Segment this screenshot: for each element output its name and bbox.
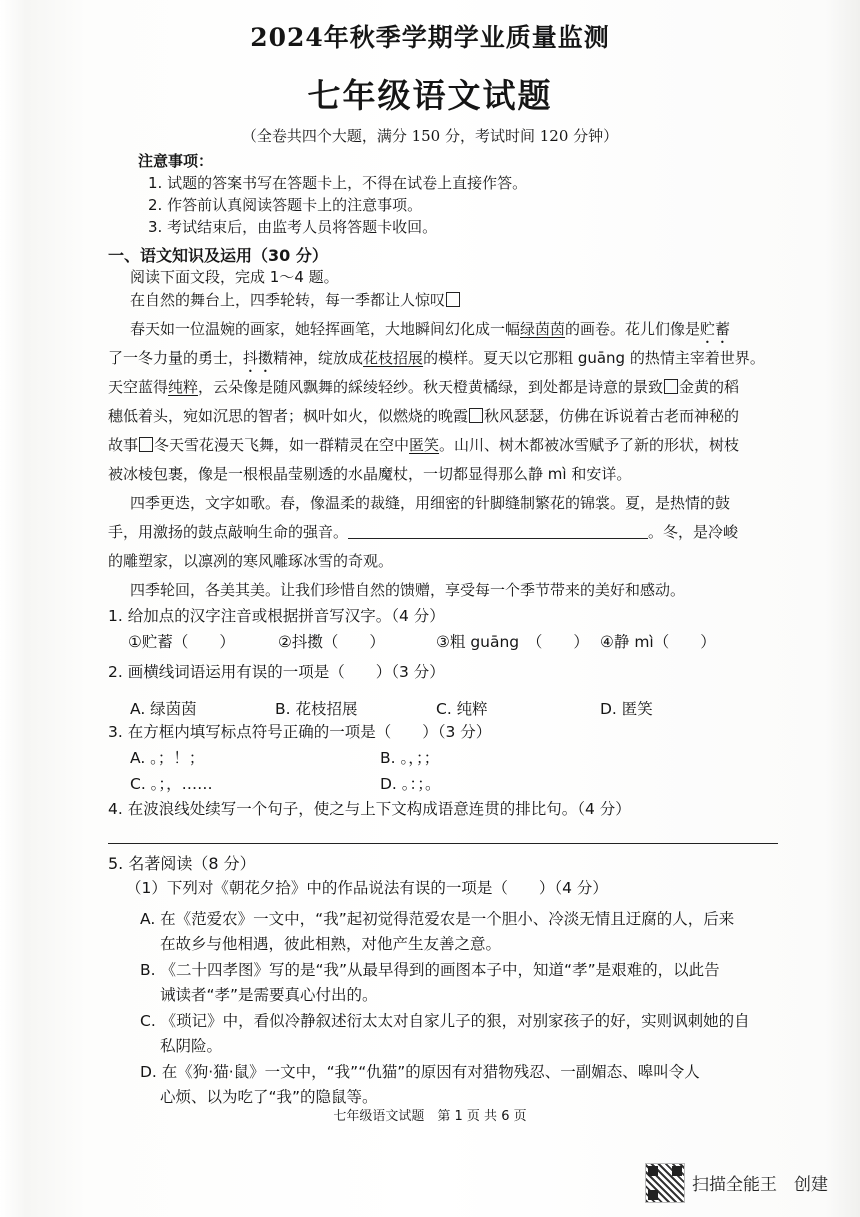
- q5-option-c[interactable]: C. 《琐记》中，看似冷静叙述衍太太对自家儿子的狠，对别家孩子的好，实则讽刺她的自: [140, 1012, 750, 1030]
- page-footer: 七年级语文试题 第 1 页 共 6 页: [333, 1109, 527, 1124]
- q2-option[interactable]: D. 匿笑: [600, 700, 653, 718]
- question-2: 2. 画横线词语运用有误的一项是（ ）（3 分）: [108, 663, 445, 681]
- passage-line: 的雕塑家，以凛冽的寒风雕琢冰雪的奇观。: [108, 552, 394, 570]
- q1-item: ②抖擞（ ）: [278, 633, 385, 651]
- question-3: 3. 在方框内填写标点符号正确的一项是（ ）（3 分）: [108, 723, 492, 741]
- q5-option-b-cont: 诫读者“孝”是需要真心付出的。: [160, 986, 378, 1004]
- q1-item: ①贮蓄（ ）: [128, 633, 235, 651]
- question-1: 1. 给加点的汉字注音或根据拼音写汉字。（4 分）: [108, 607, 445, 625]
- section-heading: 一、语文知识及运用（30 分）: [108, 246, 328, 265]
- passage-line: 四季轮回，各美其美。让我们珍惜自然的馈赠，享受每一个季节带来的美好和感动。: [130, 581, 686, 599]
- passage-line: 故事 冬天雪花漫天飞舞，如一群精灵在空中匿笑。山川、树木都被冰雪赋予了新的形状，树枝: [108, 436, 740, 454]
- exam-info: （全卷共四个大题，满分 150 分，考试时间 120 分钟）: [241, 127, 619, 145]
- q5-option-d-cont: 心烦、以为吃了“我”的隐鼠等。: [160, 1088, 378, 1106]
- question-4: 4. 在波浪线处续写一个句子，使之与上下文构成语意连贯的排比句。（4 分）: [108, 800, 631, 818]
- note-item: 3. 考试结束后，由监考人员将答题卡收回。: [148, 218, 438, 236]
- q3-option[interactable]: A. 。；！；: [130, 749, 205, 767]
- page-title: 七年级语文试题: [307, 76, 553, 115]
- qr-code-icon: [645, 1163, 685, 1203]
- passage-line: 四季更迭，文字如歌。春，像温柔的裁缝，用细密的针脚缝制繁花的锦裳。夏，是热情的鼓: [130, 494, 731, 512]
- q3-option[interactable]: B. 。，；；: [380, 749, 440, 767]
- q5-option-d[interactable]: D. 在《狗·猫·鼠》一文中，“我”“仇猫”的原因有对猎物残忍、一副媚态、嗥叫令人: [140, 1063, 700, 1081]
- question-5: 5. 名著阅读（8 分）: [108, 854, 256, 873]
- q2-option[interactable]: A. 绿茵茵: [130, 700, 197, 718]
- passage-line: 手，用激扬的鼓点敲响生命的强音。 。冬，是冷峻: [108, 523, 739, 541]
- passage-line: 了一冬力量的勇士，抖擞精神，绽放成花枝招展的模样。夏天以它那粗 guāng 的热情主宰着世界。: [108, 349, 765, 367]
- note-item: 2. 作答前认真阅读答题卡上的注意事项。: [148, 196, 423, 214]
- q1-item: ④静 mì（ ）: [600, 633, 716, 651]
- note-item: 1. 试题的答案书写在答题卡上，不得在试卷上直接作答。: [148, 174, 528, 192]
- q1-item: ③粗 guāng （ ）: [436, 633, 589, 651]
- q5-option-c-cont: 私阴险。: [160, 1037, 223, 1055]
- passage-line: 穗低着头，宛如沉思的智者；枫叶如火，似燃烧的晚霞 秋风瑟瑟，仿佛在诉说着古老而神秘的: [108, 407, 740, 425]
- passage-line: 被冰棱包裹，像是一根根晶莹剔透的水晶魔杖，一切都显得那么静 mì 和安详。: [108, 465, 632, 483]
- answer-line[interactable]: [108, 843, 778, 844]
- exam-series-title: 2024年秋季学期学业质量监测: [250, 23, 610, 52]
- q5-option-a-cont: 在故乡与他相遇，彼此相熟，对他产生友善之意。: [160, 935, 502, 953]
- passage-line: 春天如一位温婉的画家，她轻挥画笔，大地瞬间幻化成一幅绿茵茵的画卷。花儿们像是贮蓄: [130, 320, 731, 338]
- question-5-1: （1）下列对《朝花夕拾》中的作品说法有误的一项是（ ）（4 分）: [126, 879, 608, 897]
- punctuation-box[interactable]: [469, 408, 483, 423]
- section-intro: 阅读下面文段，完成 1～4 题。: [130, 268, 339, 286]
- scanner-watermark: 扫描全能王 创建: [692, 1175, 828, 1195]
- q3-option[interactable]: D. 。：；。: [380, 775, 441, 793]
- punctuation-box[interactable]: [446, 292, 460, 307]
- q3-option[interactable]: C. 。；，……: [130, 775, 213, 793]
- q2-option[interactable]: C. 纯粹: [436, 700, 488, 718]
- answer-blank-wavy[interactable]: [348, 524, 648, 539]
- q5-option-a[interactable]: A. 在《范爱农》一文中，“我”起初觉得范爱农是一个胆小、冷淡无情且迂腐的人，后来: [140, 910, 735, 928]
- punctuation-box[interactable]: [139, 437, 153, 452]
- notes-heading: 注意事项：: [138, 152, 214, 170]
- q2-option[interactable]: B. 花枝招展: [275, 700, 358, 718]
- passage-line: 在自然的舞台上，四季轮转，每一季都让人惊叹: [130, 289, 461, 310]
- punctuation-box[interactable]: [664, 379, 678, 394]
- passage-line: 天空蓝得纯粹，云朵像是随风飘舞的綵绫轻纱。秋天橙黄橘绿，到处都是诗意的景致 金黄的稻: [108, 378, 740, 396]
- q5-option-b[interactable]: B. 《二十四孝图》写的是“我”从最早得到的画图本子中，知道“孝”是艰难的，以此告: [140, 961, 720, 979]
